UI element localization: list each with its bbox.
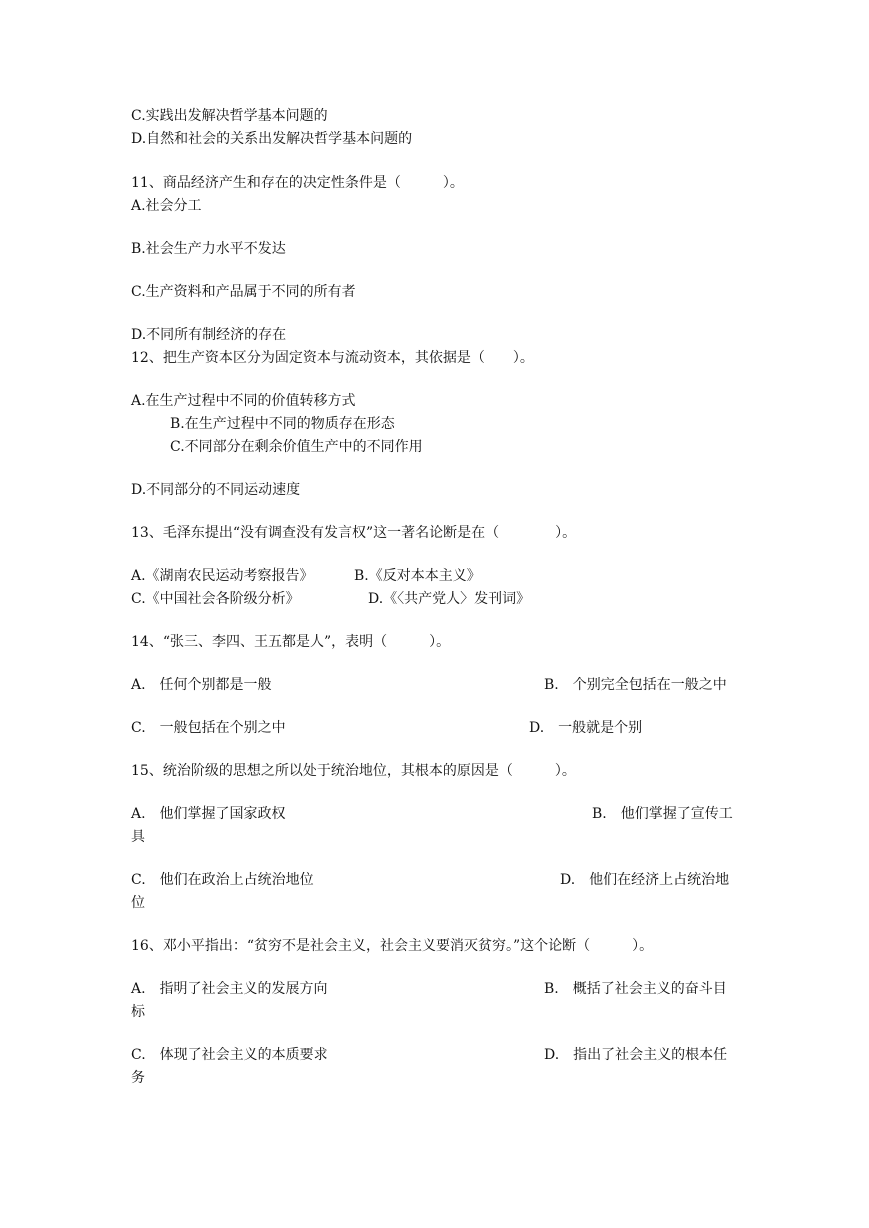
q15-option-a: A. 他们掌握了国家政权	[131, 806, 286, 822]
q12-option-a: A.在生产过程中不同的价值转移方式	[131, 393, 356, 409]
q12-option-c: C.不同部分在剩余价值生产中的不同作用	[170, 439, 423, 455]
q10-option-c: C.实践出发解决哲学基本问题的	[131, 108, 328, 124]
q16-option-c: C. 体现了社会主义的本质要求	[131, 1047, 328, 1063]
q14-option-d: D. 一般就是个别	[529, 720, 643, 736]
q11-option-a: A.社会分工	[131, 198, 202, 214]
q15-option-d: D. 他们在经济上占统治地	[560, 872, 730, 888]
q14-option-b: B. 个别完全包括在一般之中	[544, 677, 727, 693]
q16-option-b: B. 概括了社会主义的奋斗目	[544, 981, 727, 997]
q12-option-d: D.不同部分的不同运动速度	[131, 482, 301, 498]
q10-option-d: D.自然和社会的关系出发解决哲学基本问题的	[131, 131, 413, 147]
q15-option-b: B. 他们掌握了宣传工	[592, 806, 733, 822]
q11-stem: 11、商品经济产生和存在的决定性条件是（ ）。	[131, 175, 464, 191]
q11-option-d: D.不同所有制经济的存在	[131, 327, 287, 343]
q16-option-b-wrap: 标	[131, 1004, 145, 1020]
q13-stem: 13、毛泽东提出“没有调查没有发言权”这一著名论断是在（ ）。	[131, 525, 577, 541]
q13-option-c: C.《中国社会各阶级分析》	[131, 591, 300, 607]
q15-option-b-wrap: 具	[131, 829, 145, 845]
q16-stem: 16、邓小平指出：“贫穷不是社会主义，社会主义要消灭贫穷。”这个论断（ ）。	[131, 938, 654, 954]
q16-option-a: A. 指明了社会主义的发展方向	[131, 981, 328, 997]
q15-option-d-wrap: 位	[131, 895, 145, 911]
q11-option-c: C.生产资料和产品属于不同的所有者	[131, 284, 356, 300]
q11-option-b: B.社会生产力水平不发达	[131, 241, 286, 257]
q14-option-c: C. 一般包括在个别之中	[131, 720, 286, 736]
q12-stem: 12、把生产资本区分为固定资本与流动资本，其依据是（ ）。	[131, 350, 534, 366]
q13-option-b: B.《反对本本主义》	[354, 568, 481, 584]
q14-option-a: A. 任何个别都是一般	[131, 677, 272, 693]
q16-option-d: D. 指出了社会主义的根本任	[544, 1047, 728, 1063]
q14-stem: 14、“张三、李四、王五都是人”，表明（ ）。	[131, 634, 451, 650]
q13-option-a: A.《湖南农民运动考察报告》	[131, 568, 314, 584]
q12-option-b: B.在生产过程中不同的物质存在形态	[170, 416, 395, 432]
q15-stem: 15、统治阶级的思想之所以处于统治地位，其根本的原因是（ ）。	[131, 763, 576, 779]
q15-option-c: C. 他们在政治上占统治地位	[131, 872, 314, 888]
q13-option-d: D.《〈共产党人〉发刊词》	[368, 591, 531, 607]
q16-option-d-wrap: 务	[131, 1070, 145, 1086]
